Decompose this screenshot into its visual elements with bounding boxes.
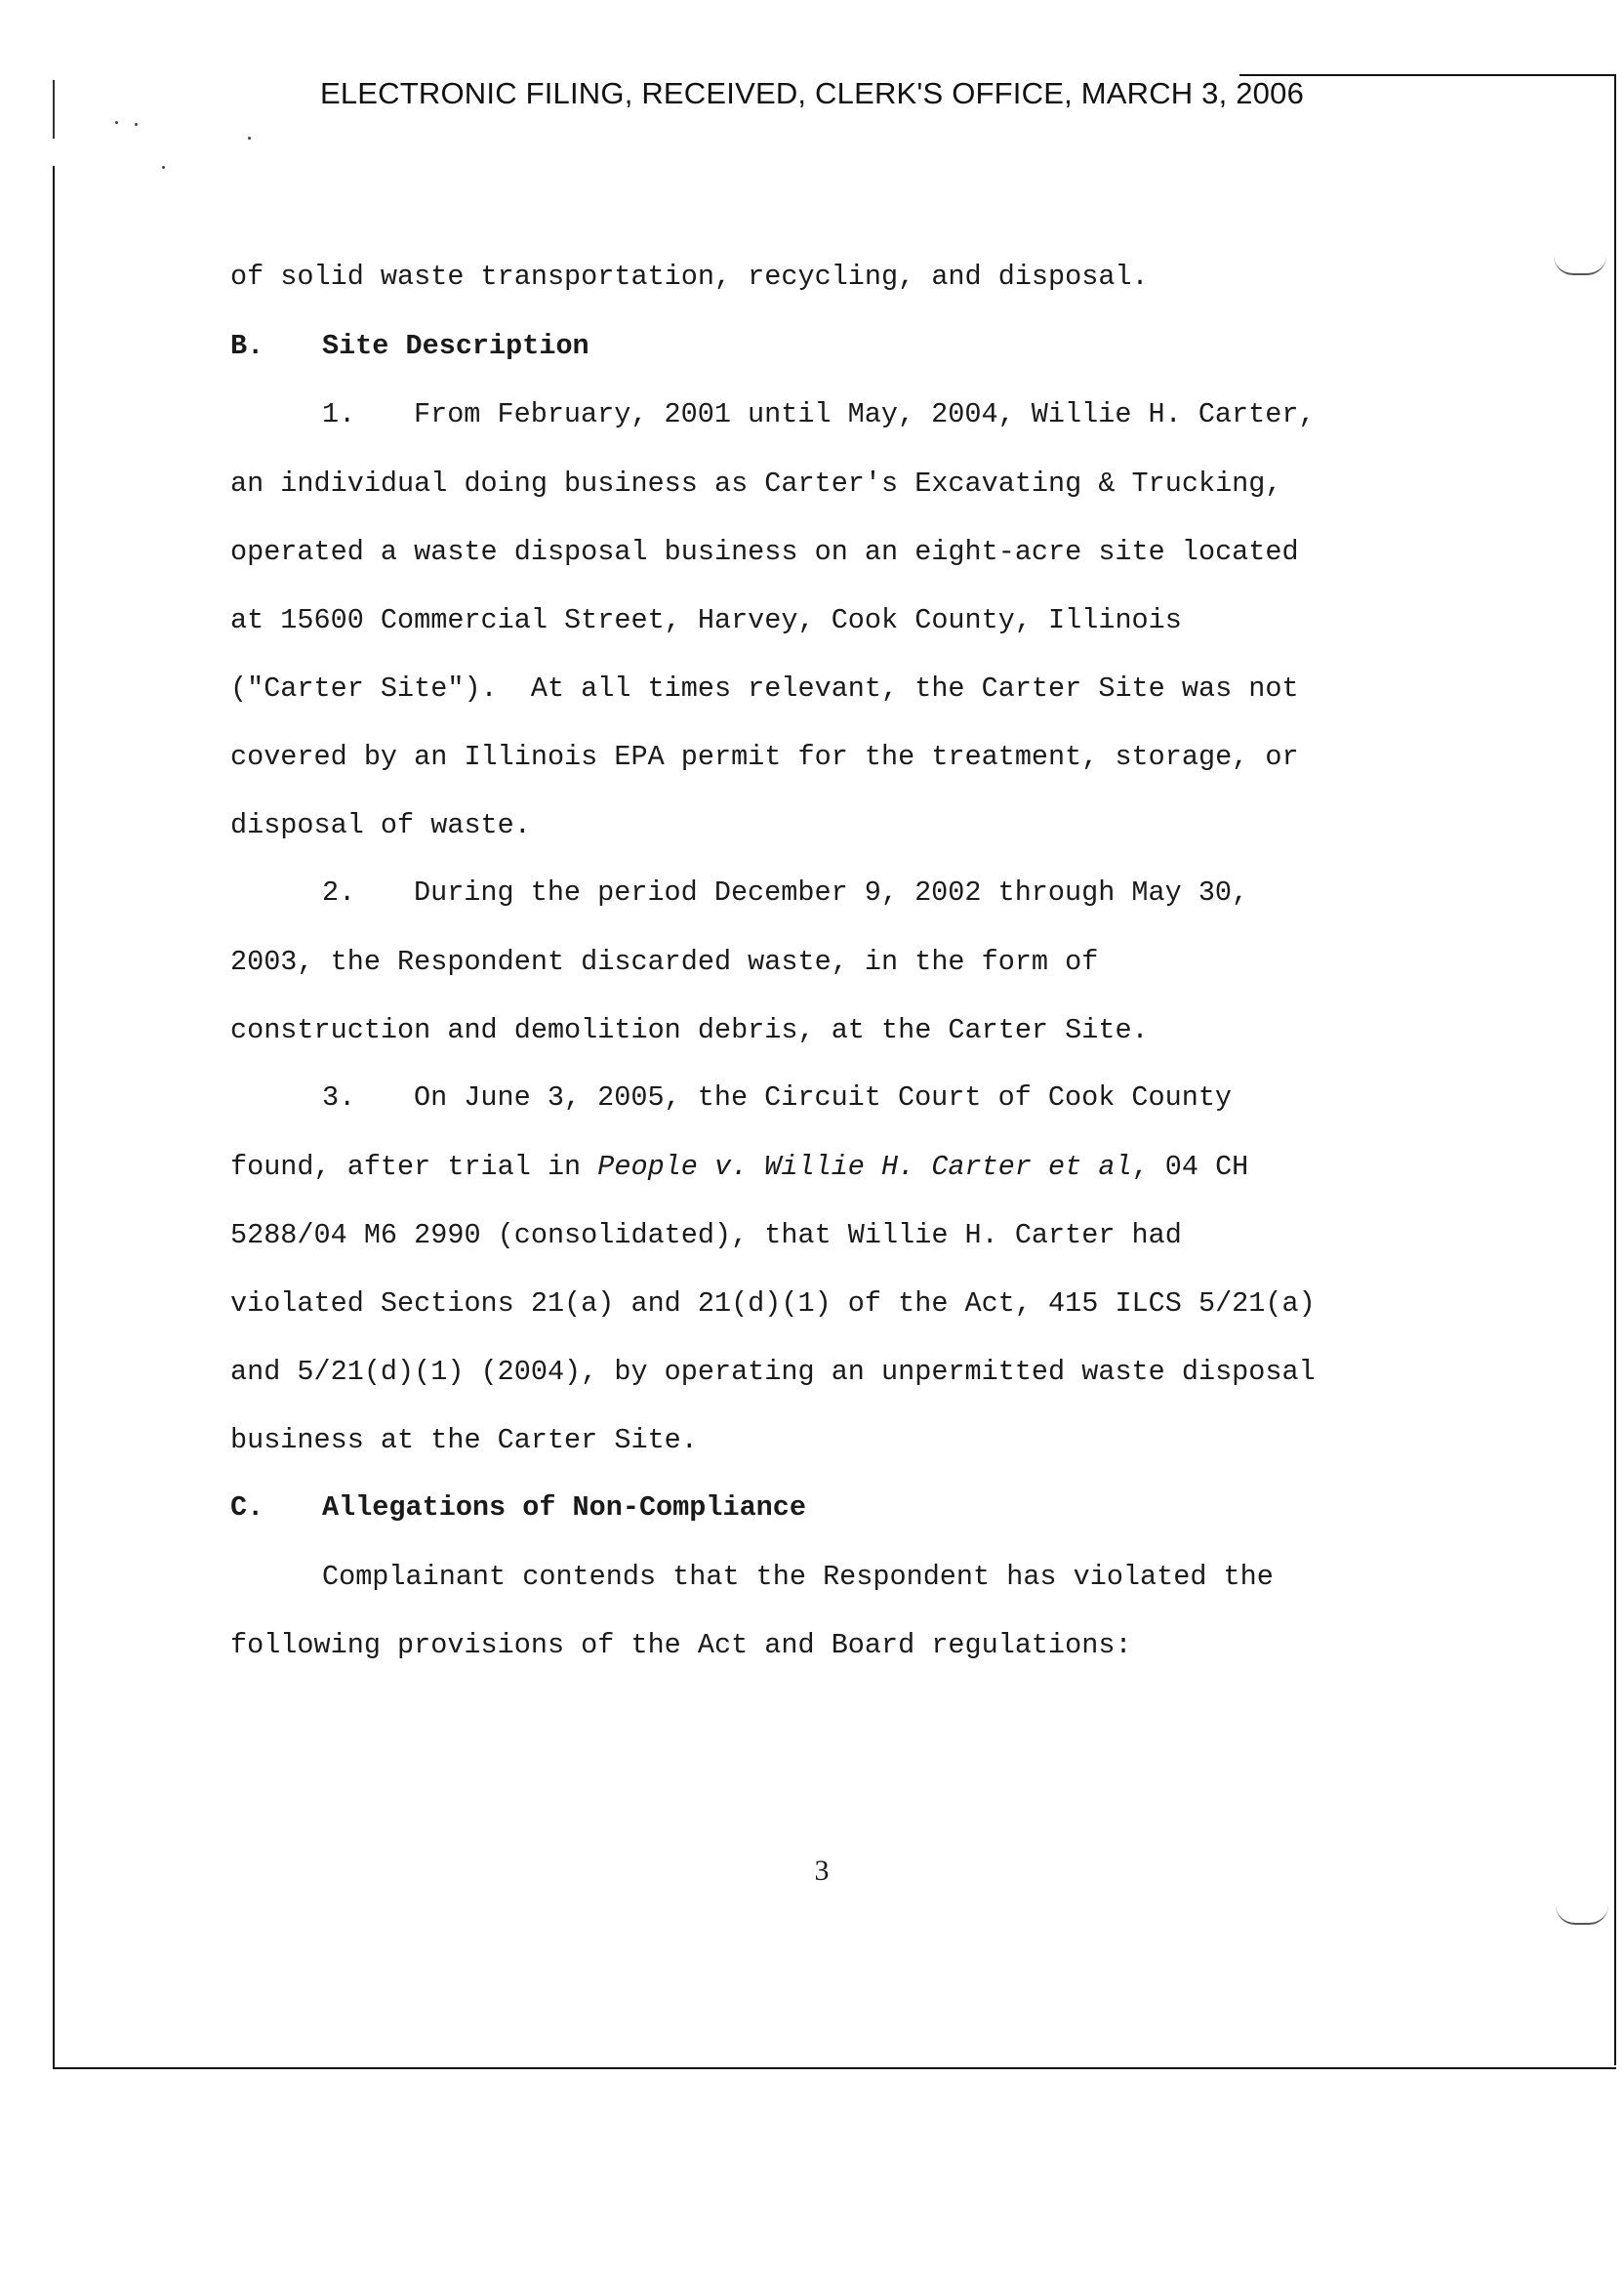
paragraph-number: 1. xyxy=(322,398,356,430)
section-letter: C. xyxy=(230,1491,264,1524)
section-title: Allegations of Non-Compliance xyxy=(322,1491,806,1524)
text-line: an individual doing business as Carter's Excavating & Trucking, xyxy=(230,468,1282,500)
page-border-right xyxy=(1614,74,1616,2065)
scan-speck xyxy=(162,166,165,169)
scan-mark xyxy=(1554,256,1606,275)
text-line: construction and demolition debris, at the Carter Site. xyxy=(230,1014,1149,1046)
scan-mark xyxy=(1556,1905,1608,1925)
scan-speck xyxy=(135,123,138,126)
text-line: During the period December 9, 2002 through May 30, xyxy=(414,876,1249,909)
text-line: Complainant contends that the Respondent has violated the xyxy=(322,1561,1274,1593)
text-line: of solid waste transportation, recycling, and disposal. xyxy=(230,261,1149,293)
text-line: From February, 2001 until May, 2004, Willie H. Carter, xyxy=(414,398,1316,430)
text-line: at 15600 Commercial Street, Harvey, Cook County, Illinois xyxy=(230,604,1182,636)
page-number: 3 xyxy=(814,1854,830,1887)
scan-speck xyxy=(115,121,118,124)
text-line: business at the Carter Site. xyxy=(230,1424,698,1456)
text-line: ("Carter Site"). At all times relevant, the Carter Site was not xyxy=(230,672,1299,705)
text-fragment: , 04 CH xyxy=(1131,1151,1249,1183)
text-line xyxy=(230,1150,1248,1185)
text-line: disposal of waste. xyxy=(230,809,531,841)
text-line: violated Sections 21(a) and 21(d)(1) of the Act, 415 ILCS 5/21(a) xyxy=(230,1287,1316,1320)
page-border-bottom xyxy=(55,2067,1616,2069)
section-letter: B. xyxy=(230,330,264,362)
text-line: operated a waste disposal business on an eight-acre site located xyxy=(230,536,1299,568)
text-line: covered by an Illinois EPA permit for the treatment, storage, or xyxy=(230,741,1299,773)
section-title: Site Description xyxy=(322,330,589,362)
text-line: 5288/04 M6 2990 (consolidated), that Willie H. Carter had xyxy=(230,1219,1182,1251)
filing-stamp: ELECTRONIC FILING, RECEIVED, CLERK'S OFFICE, MARCH 3, 2006 xyxy=(319,76,1305,110)
paragraph-number: 3. xyxy=(322,1081,356,1114)
paragraph-number: 2. xyxy=(322,876,356,909)
text-line: On June 3, 2005, the Circuit Court of Cook County xyxy=(414,1081,1233,1114)
case-citation: People v. Willie H. Carter et al xyxy=(597,1151,1132,1183)
text-line: following provisions of the Act and Board regulations: xyxy=(230,1629,1132,1661)
text-line: 2003, the Respondent discarded waste, in the form of xyxy=(230,946,1099,978)
text-line: and 5/21(d)(1) (2004), by operating an unpermitted waste disposal xyxy=(230,1356,1316,1388)
page-border-left xyxy=(53,166,55,2069)
text-fragment: found, after trial in xyxy=(230,1151,598,1183)
scan-speck xyxy=(248,137,251,140)
